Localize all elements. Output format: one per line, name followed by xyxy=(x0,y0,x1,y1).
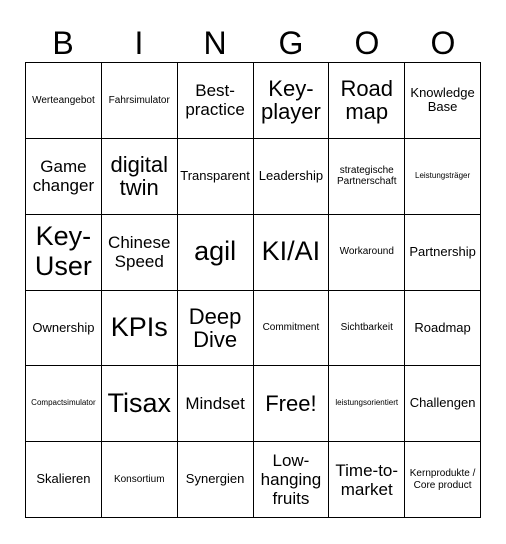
bingo-grid xyxy=(25,62,481,518)
bingo-cell[interactable]: Key-player xyxy=(254,63,330,139)
bingo-cell[interactable]: Partnership xyxy=(405,215,481,291)
bingo-cell[interactable]: Road map xyxy=(329,63,405,139)
header-letter: G xyxy=(278,25,304,61)
bingo-cell[interactable]: Transparent xyxy=(178,139,254,215)
bingo-cell[interactable]: Best-practice xyxy=(178,63,254,139)
bingo-cell[interactable]: Skalieren xyxy=(26,442,102,518)
bingo-cell[interactable]: agil xyxy=(178,215,254,291)
bingo-cell[interactable]: Leistungsträger xyxy=(405,139,481,215)
bingo-cell[interactable]: Kernprodukte / Core product xyxy=(405,442,481,518)
header-letter: N xyxy=(203,25,227,61)
bingo-cell[interactable]: leistungsorientiert xyxy=(329,366,405,442)
bingo-cell[interactable]: Time-to-market xyxy=(329,442,405,518)
bingo-cell[interactable]: Ownership xyxy=(26,291,102,367)
bingo-cell[interactable]: Leadership xyxy=(254,139,330,215)
bingo-cell[interactable]: Tisax xyxy=(102,366,178,442)
bingo-cell[interactable]: Konsortium xyxy=(102,442,178,518)
header-letter: O xyxy=(430,25,456,61)
bingo-cell[interactable]: Sichtbarkeit xyxy=(329,291,405,367)
bingo-cell[interactable]: Fahrsimulator xyxy=(102,63,178,139)
bingo-cell[interactable]: Deep Dive xyxy=(178,291,254,367)
bingo-cell[interactable]: KI/AI xyxy=(254,215,330,291)
bingo-cell[interactable]: Commitment xyxy=(254,291,330,367)
bingo-cell[interactable]: Chinese Speed xyxy=(102,215,178,291)
bingo-header xyxy=(25,22,481,64)
bingo-cell[interactable]: digital twin xyxy=(102,139,178,215)
bingo-cell[interactable]: Game changer xyxy=(26,139,102,215)
bingo-cell[interactable]: Mindset xyxy=(178,366,254,442)
bingo-cell[interactable]: Compactsimulator xyxy=(26,366,102,442)
header-letter: I xyxy=(134,25,144,61)
bingo-cell[interactable]: Knowledge Base xyxy=(405,63,481,139)
bingo-cell[interactable]: Workaround xyxy=(329,215,405,291)
bingo-cell[interactable]: strategische Partnerschaft xyxy=(329,139,405,215)
header-letter: B xyxy=(52,25,74,61)
bingo-cell[interactable]: Challengen xyxy=(405,366,481,442)
bingo-cell[interactable]: KPIs xyxy=(102,291,178,367)
bingo-cell[interactable]: Free! xyxy=(254,366,330,442)
bingo-cell[interactable]: Roadmap xyxy=(405,291,481,367)
bingo-cell[interactable]: Low-hanging fruits xyxy=(254,442,330,518)
header-letter: O xyxy=(354,25,380,61)
bingo-cell[interactable]: Werteangebot xyxy=(26,63,102,139)
bingo-cell[interactable]: Key-User xyxy=(26,215,102,291)
bingo-cell[interactable]: Synergien xyxy=(178,442,254,518)
